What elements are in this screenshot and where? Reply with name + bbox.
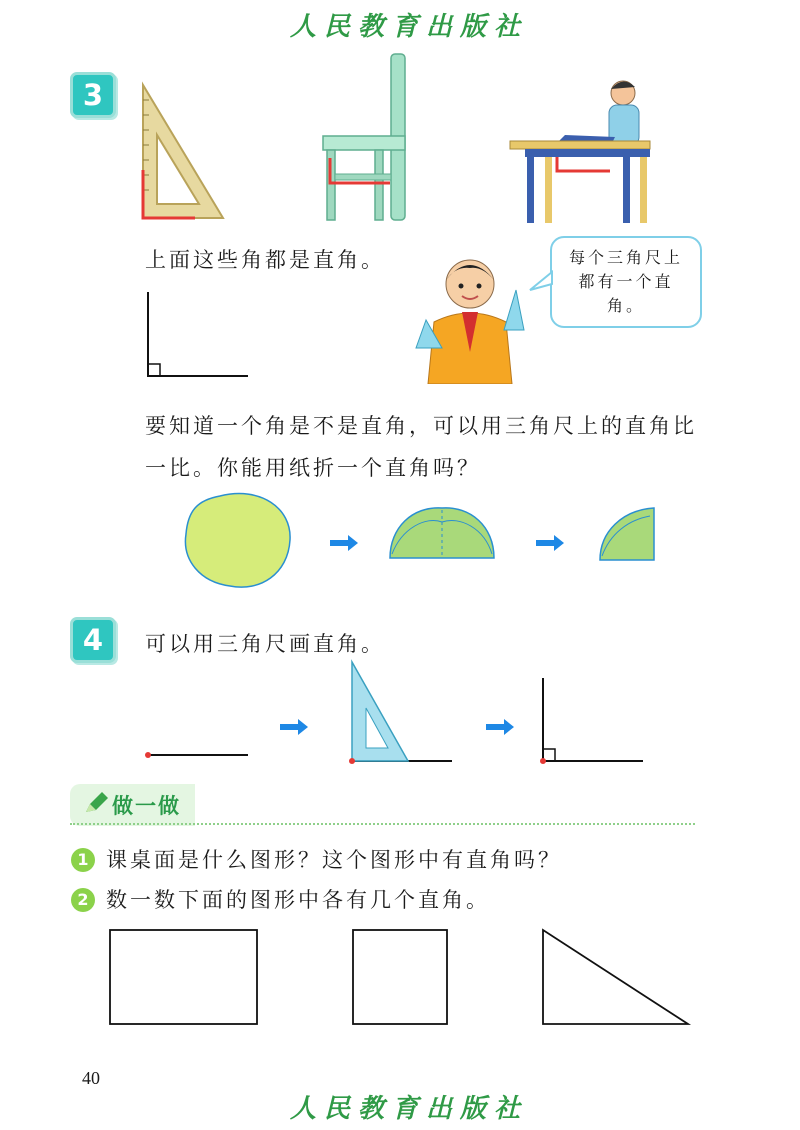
practice-divider xyxy=(70,823,695,825)
section-3-number: 3 xyxy=(70,72,116,118)
rectangle-shape xyxy=(110,930,257,1024)
section-4-statement: 可以用三角尺画直角。 xyxy=(145,632,385,656)
bubble-line-2: 都有一个直角。 xyxy=(578,272,674,315)
arrow-4 xyxy=(486,719,514,735)
arrow-3 xyxy=(280,719,308,735)
square-shape xyxy=(353,930,447,1024)
arrow-1 xyxy=(330,535,358,551)
paragraph-line-2: 一比。你能用纸折一个直角吗？ xyxy=(145,456,481,480)
boy-with-rulers-illustration xyxy=(412,252,530,384)
arrow-2 xyxy=(536,535,564,551)
bubble-tail xyxy=(528,270,554,292)
bubble-line-1: 每个三角尺上 xyxy=(568,248,683,267)
section-3-statement: 上面这些角都是直角。 xyxy=(145,248,385,272)
speech-bubble xyxy=(550,236,702,328)
right-angle-diagram xyxy=(140,288,255,380)
drawing-right-angle-sequence xyxy=(140,658,650,768)
round-paper-shape xyxy=(185,494,290,588)
practice-item-2-badge: 2 xyxy=(71,888,95,912)
section-4-number: 4 xyxy=(70,617,116,663)
practice-item-1-text: 课桌面是什么图形？这个图形中有直角吗？ xyxy=(106,848,562,872)
section-3-paragraph xyxy=(145,405,697,489)
pencil-icon xyxy=(82,790,110,816)
paper-folding-sequence xyxy=(180,488,660,593)
practice-title: 做一做 xyxy=(112,793,181,818)
quarter-folded-paper xyxy=(600,508,654,560)
footer-publisher: 人民教育出版社 xyxy=(290,1094,529,1124)
triangle-ruler-illustration xyxy=(135,80,230,222)
boy-on-table-illustration xyxy=(505,75,655,225)
practice-item-2-text: 数一数下面的图形中各有几个直角。 xyxy=(106,888,490,912)
paragraph-line-1: 要知道一个角是不是直角，可以用三角尺上的直角比 xyxy=(145,414,697,438)
right-triangle-shape xyxy=(543,930,688,1024)
page-number: 40 xyxy=(82,1068,100,1088)
practice-item-1-badge: 1 xyxy=(71,848,95,872)
shapes-row xyxy=(100,922,700,1032)
chair-illustration xyxy=(315,48,415,223)
header-publisher: 人民教育出版社 xyxy=(290,12,529,42)
